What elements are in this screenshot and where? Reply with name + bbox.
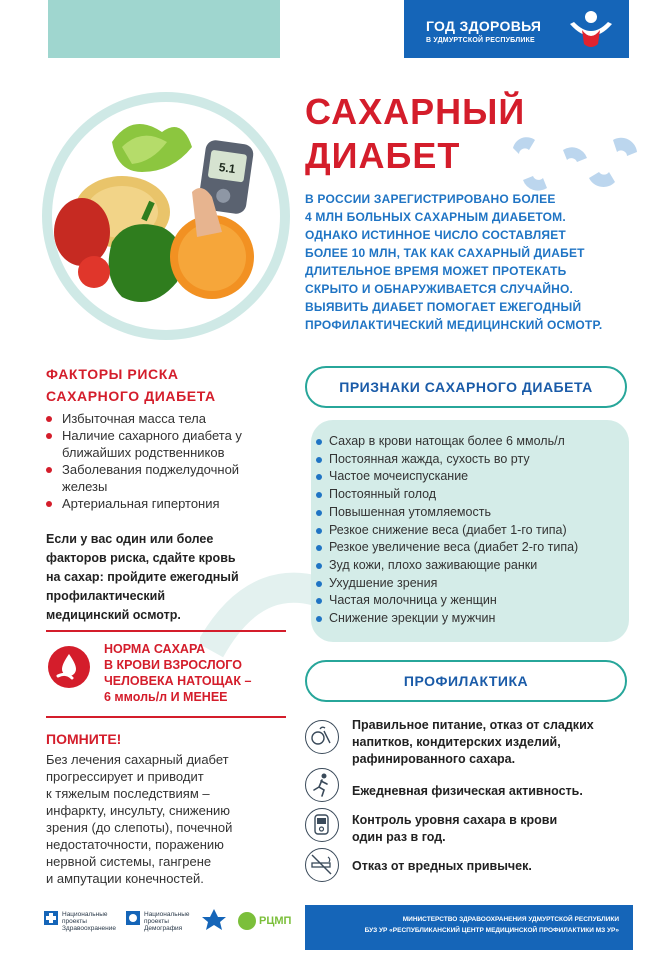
rcmp-logo — [238, 912, 292, 930]
list-item: Избыточная масса тела — [46, 410, 286, 427]
list-item: Постоянный голод — [314, 486, 578, 504]
intro-line: БОЛЕЕ 10 МЛН, ТАК КАК САХАРНЫЙ ДИАБЕТ — [305, 246, 585, 260]
prevention-item — [352, 783, 583, 800]
svg-text:проекты: проекты — [62, 918, 87, 925]
intro-line: ПРОФИЛАКТИЧЕСКИЙ МЕДИЦИНСКИЙ ОСМОТР. — [305, 318, 603, 332]
intro-line: СКРЫТО И ОБНАРУЖИВАЕТСЯ СЛУЧАЙНО. — [305, 282, 574, 296]
glucometer-reading: 5.1 — [217, 159, 237, 177]
glucometer-icon — [305, 808, 339, 842]
remember-line: и ампутации конечностей. — [46, 871, 204, 886]
prevention-line: один раз в год. — [352, 830, 446, 844]
prevention-line: Правильное питание, отказ от сладких — [352, 718, 594, 732]
risk-advice-line: профилактический — [46, 589, 166, 603]
footer-logos — [42, 903, 312, 939]
sugar-norm-text — [104, 641, 251, 705]
runner-icon — [305, 768, 339, 802]
center-name: БУЗ УР «РЕСПУБЛИКАНСКИЙ ЦЕНТР МЕДИЦИНСКОЙ ПРОФИЛАКТИКИ МЗ УР» — [364, 927, 619, 934]
prevention-heading — [305, 660, 627, 702]
list-item: Наличие сахарного диабета у ближайших родственников — [46, 427, 286, 461]
year-of-health-logo-icon — [568, 8, 614, 52]
risk-advice — [46, 530, 286, 625]
list-item: Ухудшение зрения — [314, 575, 578, 593]
title-line-2: ДИАБЕТ — [305, 135, 461, 176]
prevention-line: напитков, кондитерских изделий, — [352, 735, 561, 749]
blood-drop-finger-icon — [48, 646, 90, 688]
divider — [46, 716, 286, 718]
prevention-line: Отказ от вредных привычек. — [352, 859, 532, 873]
list-item: Сахар в крови натощак более 6 ммоль/л — [314, 433, 578, 451]
list-item: Зуд кожи, плохо заживающие ранки — [314, 557, 578, 575]
signs-list — [314, 433, 578, 628]
food-illustration — [52, 102, 280, 330]
list-item: Резкое снижение веса (диабет 1-го типа) — [314, 522, 578, 540]
signs-heading — [305, 366, 627, 408]
svg-text:Демография: Демография — [144, 925, 183, 932]
remember-line: зрения (до слепоты), почечной — [46, 820, 233, 835]
svg-text:Национальные: Национальные — [62, 911, 108, 918]
prevention-item — [352, 717, 594, 768]
risk-advice-line: Если у вас один или более — [46, 532, 214, 546]
healthy-food-icon — [305, 720, 339, 754]
remember-text — [46, 751, 291, 887]
list-item: Заболевания поджелудочной железы — [46, 461, 286, 495]
intro-text — [305, 190, 635, 334]
remember-title: ПОМНИТЕ! — [46, 731, 122, 747]
vegetables-glucometer-image — [52, 102, 280, 330]
svg-text:РЦМП: РЦМП — [259, 915, 292, 927]
risk-advice-line: факторов риска, сдайте кровь — [46, 551, 236, 565]
risk-title-line-2: САХАРНОГО ДИАБЕТА — [46, 388, 216, 404]
intro-line: ДЛИТЕЛЬНОЕ ВРЕМЯ МОЖЕТ ПРОТЕКАТЬ — [305, 264, 567, 278]
banner-title: ГОД ЗДОРОВЬЯ — [426, 18, 542, 34]
sugar-norm-line: НОРМА САХАРА — [104, 642, 206, 656]
list-item: Резкое увеличение веса (диабет 2-го типа) — [314, 539, 578, 557]
prevention-item — [352, 858, 532, 875]
list-item: Артериальная гипертония — [46, 495, 286, 512]
header-teal-bar — [48, 0, 280, 58]
risk-advice-line: на сахар: пройдите ежегодный — [46, 570, 239, 584]
list-item: Частое мочеиспускание — [314, 468, 578, 486]
intro-line: В РОССИИ ЗАРЕГИСТРИРОВАНО БОЛЕЕ — [305, 192, 556, 206]
risk-factors-title — [46, 363, 216, 407]
remember-line: к тяжелым последствиям – — [46, 786, 210, 801]
remember-line: нервной системы, гангрене — [46, 854, 212, 869]
risk-title-line-1: ФАКТОРЫ РИСКА — [46, 366, 179, 382]
svg-text:Здравоохранение: Здравоохранение — [62, 925, 117, 932]
list-item: Снижение эрекции у мужчин — [314, 610, 578, 628]
ministry-name: МИНИСТЕРСТВО ЗДРАВООХРАНЕНИЯ УДМУРТСКОЙ РЕСПУБЛИКИ — [402, 916, 619, 923]
svg-text:проекты: проекты — [144, 918, 169, 925]
risk-advice-line: медицинский осмотр. — [46, 608, 181, 622]
sugar-norm-line: 6 ммоль/л И МЕНЕЕ — [104, 690, 228, 704]
title-line-1: САХАРНЫЙ — [305, 91, 526, 132]
page-title — [305, 90, 525, 178]
risk-factors-list — [46, 410, 286, 512]
footer-banner — [305, 905, 633, 950]
remember-line: прогрессирует и приводит — [46, 769, 204, 784]
remember-line: недостаточности, поражению — [46, 837, 224, 852]
intro-line: ВЫЯВИТЬ ДИАБЕТ ПОМОГАЕТ ЕЖЕГОДНЫЙ — [305, 300, 582, 314]
no-smoking-icon — [305, 848, 339, 882]
svg-text:Национальные: Национальные — [144, 911, 190, 918]
sugar-norm-line: ЧЕЛОВЕКА НАТОЩАК – — [104, 674, 252, 688]
national-projects-healthcare-logo — [44, 911, 116, 932]
prevention-line: Контроль уровня сахара в крови — [352, 813, 558, 827]
intro-line: ОДНАКО ИСТИННОЕ ЧИСЛО СОСТАВЛЯЕТ — [305, 228, 566, 242]
signs-title: ПРИЗНАКИ САХАРНОГО ДИАБЕТА — [339, 379, 593, 395]
prevention-line: рафинированного сахара. — [352, 752, 516, 766]
divider — [46, 630, 286, 632]
list-item: Повышенная утомляемость — [314, 504, 578, 522]
sugar-norm-line: В КРОВИ ВЗРОСЛОГО — [104, 658, 242, 672]
list-item: Частая молочница у женщин — [314, 592, 578, 610]
remember-line: Без лечения сахарный диабет — [46, 752, 229, 767]
prevention-title: ПРОФИЛАКТИКА — [403, 673, 529, 689]
remember-line: инфаркту, инсульту, снижению — [46, 803, 231, 818]
emblem-logo — [202, 909, 226, 930]
national-projects-demography-logo — [126, 911, 190, 932]
banner-subtitle: В УДМУРТСКОЙ РЕСПУБЛИКЕ — [426, 37, 535, 44]
prevention-item — [352, 812, 557, 846]
header-banner — [404, 0, 629, 58]
list-item: Постоянная жажда, сухость во рту — [314, 451, 578, 469]
intro-line: 4 МЛН БОЛЬНЫХ САХАРНЫМ ДИАБЕТОМ. — [305, 210, 566, 224]
prevention-line: Ежедневная физическая активность. — [352, 784, 583, 798]
